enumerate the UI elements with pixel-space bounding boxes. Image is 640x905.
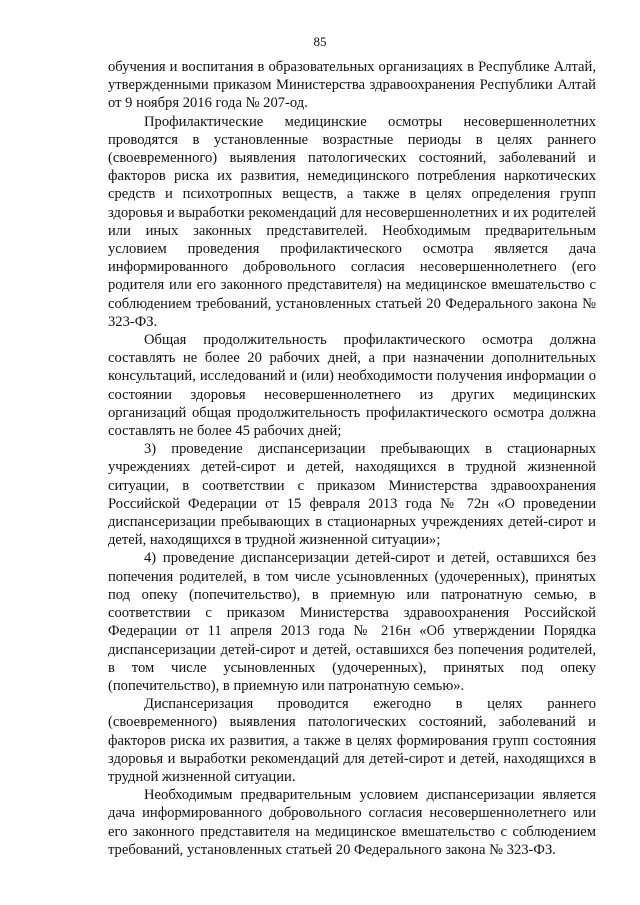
paragraph-6: Диспансеризация проводится ежегодно в целях раннего (своевременного) выявления патологических состояний, заболеваний и факторов риска их развития, а также в целях формирования групп состояния здоровья и выработки рекомендаций для детей-сирот и детей, находящихся в трудной жизненной ситуации. (108, 696, 596, 785)
paragraph-3: Общая продолжительность профилактического осмотра должна составлять не более 20 рабочих дней, а при назначении дополнительных консультаций, исследований и (или) необходимости получения информации о состоянии здоровья несовершеннолетнего из других медицинских организаций общая продолжительность профилактического осмотра должна составлять не более 45 рабочих дней; (108, 332, 596, 440)
paragraph-7: Необходимым предварительным условием диспансеризации является дача информированного добровольного согласия несовершеннолетнего или его законного представителя на медицинское вмешательство с соблюдением требований, установленных статьей 20 Федерального закона № 323-ФЗ. (108, 787, 596, 858)
paragraph-2: Профилактические медицинские осмотры несовершеннолетних проводятся в установленные возрастные периоды в целях раннего (своевременного) выявления патологических состояний, заболеваний и факторов риска их развития, немедицинского потребления наркотических средств и психотропных веществ, а также в целях определения групп здоровья и выработки рекомендаций для несовершеннолетних и их родителей или иных законных представителей. Необходимым предварительным условием проведения профилактического осмотра является дача информированного добровольного согласия несовершеннолетнего (его родителя или его законного представителя) на медицинское вмешательство с соблюдением требований, установленных статьей 20 Федерального закона № 323-ФЗ. (108, 113, 596, 330)
paragraph-4: 3) проведение диспансеризации пребывающих в стационарных учреждениях детей-сирот и детей, находящихся в трудной жизненной ситуации, в соответствии с приказом Министерства здравоохранения Российской Федерации от 15 февраля 2013 года № 72н «О проведении диспансеризации пребывающих в стационарных учреждениях детей-сирот и детей, находящихся в трудной жизненной ситуации»; (108, 441, 596, 549)
paragraph-5: 4) проведение диспансеризации детей-сирот и детей, оставшихся без попечения родителей, в том числе усыновленных (удочеренных), принятых под опеку (попечительство), в приемную или патронатную семью, в соответствии с приказом Министерства здравоохранения Российской Федерации от 11 апреля 2013 года № 216н «Об утверждении Порядка диспансеризации детей-сирот и детей, оставшихся без попечения родителей, в том числе усыновленных (удочеренных), принятых под опеку (попечительство), в приемную или патронатную семью». (108, 550, 596, 694)
document-body (108, 58, 596, 859)
paragraph-1: обучения и воспитания в образовательных организациях в Республике Алтай, утвержденными приказом Министерства здравоохранения Республики Алтай от 9 ноября 2016 года № 207-од. (108, 59, 596, 112)
page-number: 85 (313, 34, 327, 49)
